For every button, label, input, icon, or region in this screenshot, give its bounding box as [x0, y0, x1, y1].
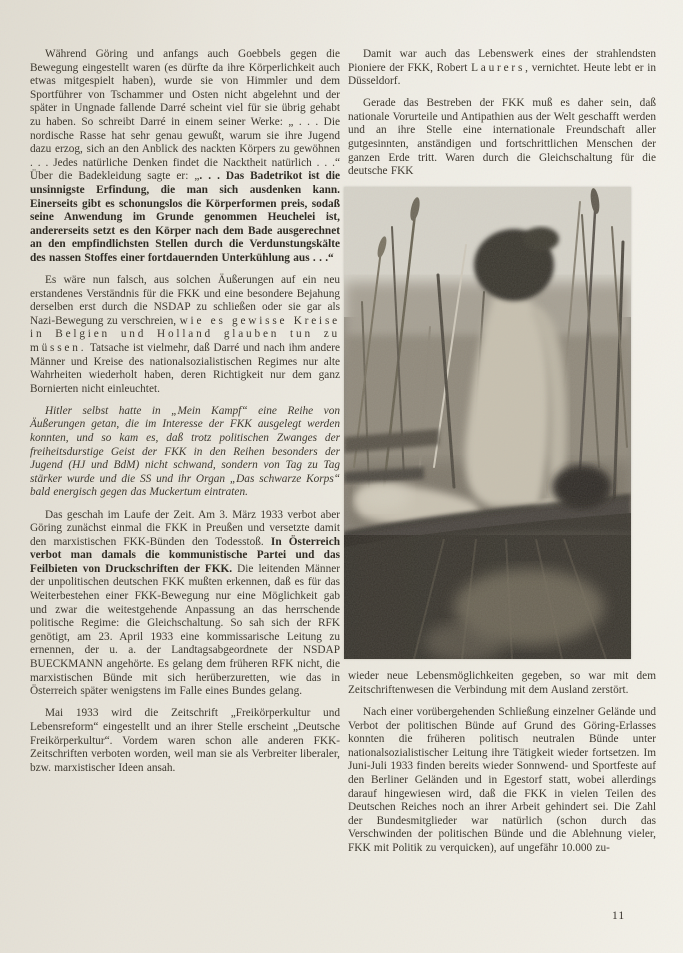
paragraph: [348, 48, 656, 89]
text-run: Die leitenden Männer der unpolitischen deutschen FKK mußten erkennen, daß es für das Weiterbestehen einer FKK-Bewegung nur eine Möglichkeit gab und zwar die weitestgehende Anpassung an das herrschende politische Regime: die Gleichschaltung. So sah sich der RFK genötigt, am 23. April 1933 eine kommissarische Leitung zu ernennen, der u. a. der Landtagsabgeordnete der NSDAP BUECKMANN angehörte. Es gelang dem früheren RFK nicht, die marxistischen Bünde mit sich herüberzuretten, wie das in Österreich später wenigstens im Falle eines Bundes gelang.: [30, 562, 340, 698]
text-run: Während Göring und anfangs auch Goebbels gegen die Bewegung eingestellt waren (es dürfte da ihre Körperlichkeit auch etwas mitgespielt haben), wurde sie von Himmler und dem Sportführer von Tschammer und Osten nicht abgelehnt und der später in Ungnade fallende Darré scheint viel für sie übrig gehabt zu haben. So schreibt Darré in einem seiner Werke: „ . . . Die nordische Rasse hat sehr genau gewußt, warum sie ihre Jugend dazu erzog, sich an den Anblick des nackten Körpers zu gewöhnen . . . Jedes natürliche Denken findet die Nacktheit natürlich . . .“ Über die Badekleidung sagte er: „: [30, 48, 340, 183]
paragraph: [30, 48, 340, 266]
text-run: Damit war auch das Lebenswerk eines der strahlendsten Pioniere der FKK, Robert: [348, 48, 656, 74]
text-run: wie es gewisse Kreise in Belgien und Holland glauben tun zu müssen.: [30, 314, 340, 354]
paragraph: [30, 707, 340, 775]
paragraph: [348, 97, 656, 179]
text-run: Hitler selbst hatte in „Mein Kampf“ eine Reihe von Äußerungen getan, die im Interesse der FKK ausgelegt werden konnten, und so kam es, daß trotz politischen Zwanges der freiheitsdurstige Geist der FKK in den Reihen besonders der Jugend (HJ und BdM) nicht schwand, sondern von Tag zu Tag stärker wurde und die SS und ihr Organ „Das schwarze Korps“ bald energisch gegen das Muckertum eintraten.: [30, 404, 340, 499]
column-right: [348, 48, 656, 864]
article-body: [30, 48, 656, 864]
photo-figure-in-reeds: [344, 187, 631, 659]
text-run: , vernichtet. Heute lebt er in Düsseldorf.: [348, 61, 656, 88]
text-run: Tatsache ist vielmehr, daß Darré und nach ihm andere Männer und Kreise des nationalsozialistischen Regimes nur alte Wahrheiten wiederholt haben, deren Richtigkeit nur dem ganz Bornierten nicht einleuchtet.: [30, 341, 340, 395]
text-run: Laurers: [471, 61, 526, 74]
paragraph: [30, 274, 340, 396]
column-right-top-text: [348, 48, 656, 179]
column-right-bottom-text: [348, 670, 656, 855]
text-run: Mai 1933 wird die Zeitschrift „Freikörperkultur und Lebensreform“ eingestellt und an ihrer Stelle erscheint „Deutsche Freikörperkultur“. Vordem waren schon alle anderen FKK-Zeitschriften verboten worden, weil man sie als Verbreiter liberaler, bzw. marxistischer Ideen ansah.: [30, 707, 340, 774]
text-run: Das geschah im Laufe der Zeit. Am 3. März 1933 verbot aber Göring zunächst einmal die FKK in Preußen und versetzte damit den marxistischen FKK-Bünden den Todesstoß.: [30, 508, 340, 548]
text-run: . . . Das Badetrikot ist die unsinnigste Erfindung, die man sich ausdenken kann. Einerseits gibt es schonungslos die Körperformen preis, sodaß seine Anwendung im Grunde genommen Heuchelei ist, andererseits setzt es den Körper nach dem Bade ausgerechnet an den empfindlichsten Stellen durch die Verdunstungskälte des nassen Stoffes einer fortdauernden Unterkühlung aus . . .“: [30, 170, 340, 264]
text-run: Nach einer vorübergehenden Schließung einzelner Gelände und Verbot der politischen Bünde auf Grund des Göring-Erlasses konnten die früheren politisch neutralen Bünde unter nationalsozialistischer Leitung ihre Tätigkeit wieder fortsetzen. Im Juni-Juli 1933 finden bereits wieder Sonnwend- und Sportfeste auf den Berliner Geländen und in Egestorf statt, wobei allerdings darauf hingewiesen wird, daß die FKK in vielen Teilen des Deutschen Reiches noch an ihrer Arbeit gehindert sei. Die Zahl der Bundesmitglieder war natürlich (schon durch das Verschwinden der politischen Bünde und die Ablehnung vieler, FKK mit Politik zu verquicken), auf ungefähr 10.000 zu-: [348, 706, 656, 854]
photo-grain-overlay: [344, 187, 631, 659]
text-run: wieder neue Lebensmöglichkeiten gegeben, so war mit dem Zeitschriftenwesen die Verbindung mit dem Ausland zerstört.: [348, 670, 656, 696]
column-left: [30, 48, 340, 864]
text-run: Es wäre nun falsch, aus solchen Äußerungen auf ein neu erstandenes Verständnis für die FKK und eine besondere Bejahung derselben erst durch die NSDAP zu schließen oder sie gar als Nazi-Bewegung zu verschreien,: [30, 274, 340, 327]
page-number: 11: [612, 910, 626, 922]
paragraph: [348, 670, 656, 697]
photo-canvas: [344, 187, 631, 659]
text-run: In Österreich verbot man damals die kommunistische Partei und das Feilbieten von Druckschriften der FKK.: [30, 535, 340, 575]
paragraph: [348, 706, 656, 856]
text-run: Gerade das Bestreben der FKK muß es daher sein, daß nationale Vorurteile und Antipathien aus der Welt geschafft werden und an ihre Stelle eine internationale Freundschaft aller gutgesinnten, anständigen und fortschrittlichen Menschen der ganzen Erde tritt. Waren durch die Gleichschaltung für die deutsche FKK: [348, 97, 656, 178]
paragraph: [30, 509, 340, 699]
paragraph: [30, 405, 340, 500]
